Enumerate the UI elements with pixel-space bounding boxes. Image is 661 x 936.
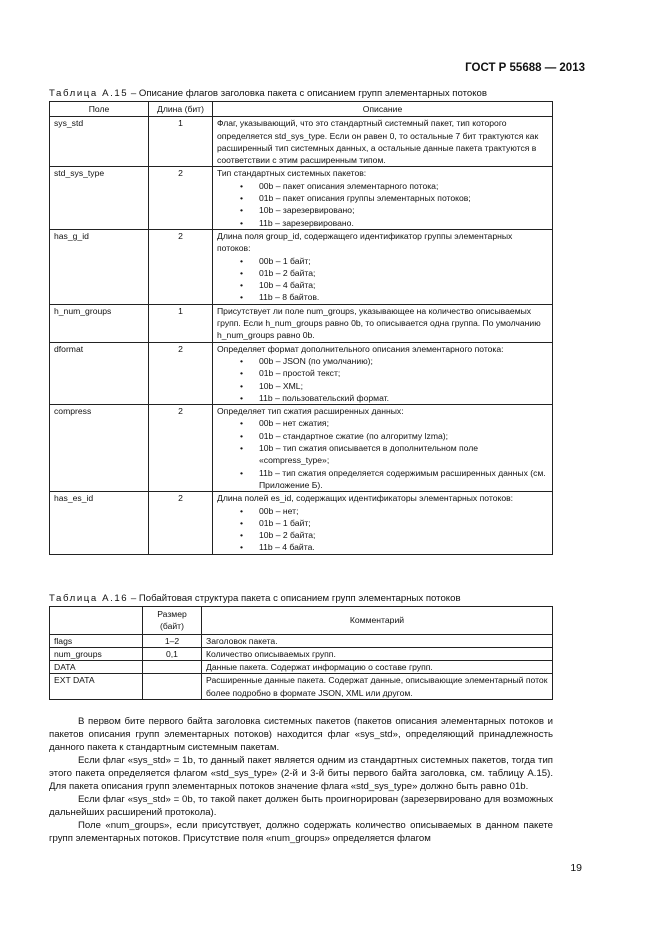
table-row [50,167,553,229]
description-text: Присутствует ли поле num_groups, указывающее на количество описываемых групп. Если h_num_groups равно 0b, то описывается одна группа. По умолчанию h_num_groups равно 0b. [217,305,541,341]
list-item: • 10b – тип сжатия описывается в дополнительном поле «compress_type»; [217,442,548,467]
field-length: 2 [149,342,213,404]
structure-size: 1–2 [143,634,202,647]
description-text: Длина поля group_id, содержащего идентификатор группы элементарных потоков: [217,230,513,254]
list-item: • 01b – 2 байта; [217,267,548,279]
structure-comment: Заголовок пакета. [202,634,553,647]
field-description [213,405,553,492]
structure-name: flags [50,634,143,647]
field-length: 2 [149,492,213,554]
field-name: h_num_groups [50,304,149,342]
field-name: compress [50,405,149,492]
description-text: Определяет формат дополнительного описания элементарного потока: [217,343,504,354]
table-row [50,674,553,700]
field-name: dformat [50,342,149,404]
field-name: std_sys_type [50,167,149,229]
table-a15-caption-text: – Описание флагов заголовка пакета с описанием групп элементарных потоков [128,88,487,99]
field-length: 1 [149,304,213,342]
list-item: • 00b – JSON (по умолчанию); [217,355,548,367]
value-list [217,180,548,229]
structure-comment: Данные пакета. Содержат информацию о составе групп. [202,661,553,674]
structure-size: 0,1 [143,647,202,660]
table-row [50,342,553,404]
body-text [49,715,553,845]
document-standard-number: ГОСТ Р 55688 — 2013 [465,62,585,74]
field-length: 2 [149,229,213,304]
list-item: • 11b – 8 байтов. [217,291,548,303]
table-row [50,304,553,342]
table-row [50,492,553,554]
value-list [217,505,548,554]
description-text: Тип стандартных системных пакетов: [217,168,367,179]
list-item: • 10b – XML; [217,380,548,392]
paragraph: Если флаг «sys_std» = 1b, то данный пакет является одним из стандартных системных пакетов, тогда тип этого пакета определяется флагом «std_sys_type» (2-й и 3-й биты первого байта заголовка, см. таблицу А.15). Для пакета описания групп элементарных потоков значение флага «std_sys_type» должно быть равно 01b. [49,755,553,792]
value-list [217,255,548,304]
field-description [213,167,553,229]
header-comment: Комментарий [202,607,553,635]
list-item: • 01b – стандартное сжатие (по алгоритму lzma); [217,430,548,442]
list-item: • 11b – пользовательский формат. [217,392,548,404]
list-item: • 00b – 1 байт; [217,255,548,267]
table-a15 [49,101,553,555]
paragraph: В первом бите первого байта заголовка системных пакетов (пакетов описания элементарных потоков и пакетов описания групп элементарных потоков) находится флаг «sys_std», определяющий принадлежность данного пакета к стандартным системным пакетам. [49,716,553,753]
list-item: • 01b – простой текст; [217,367,548,379]
field-description [213,229,553,304]
description-text: Флаг, указывающий, что это стандартный системный пакет, тип которого определяется std_sys_type. Если он равен 0, то остальные 7 бит трактуются как расширенный тип системных данных, а остальные данные пакета трактуются в соответствии с этим расширенным типом. [217,118,539,166]
structure-comment: Количество описываемых групп. [202,647,553,660]
field-name: has_g_id [50,229,149,304]
paragraph: Если флаг «sys_std» = 0b, то такой пакет должен быть проигнорирован (зарезервировано для возможных дальнейших расширений протокола). [49,794,553,818]
list-item: • 10b – 2 байта; [217,529,548,541]
table-a16-caption-prefix: Таблица А.16 [49,593,129,604]
value-list [217,417,548,491]
value-list [217,355,548,404]
list-item: • 00b – нет сжатия; [217,417,548,429]
list-item: • 11b – 4 байта. [217,541,548,553]
structure-size [143,661,202,674]
table-a16-caption-text: – Побайтовая структура пакета с описанием групп элементарных потоков [128,593,461,604]
list-item: • 01b – 1 байт; [217,517,548,529]
list-item: • 10b – 4 байта; [217,279,548,291]
field-description [213,492,553,554]
field-length: 1 [149,117,213,167]
structure-comment: Расширенные данные пакета. Содержат данные, описывающие элементарный поток более подробно в формате JSON, XML или другом. [202,674,553,700]
field-description [213,304,553,342]
list-item: • 11b – тип сжатия определяется содержимым расширенных данных (см. Приложение Б). [217,467,548,492]
structure-name: DATA [50,661,143,674]
field-description [213,117,553,167]
table-a15-caption [49,88,487,99]
paragraph: Поле «num_groups», если присутствует, должно содержать количество описываемых в данном пакете групп элементарных потоков. Присутствие поля «num_groups» определяется флагом [49,820,553,844]
table-a16-caption [49,593,461,604]
field-name: sys_std [50,117,149,167]
header-field: Поле [50,102,149,117]
table-row [50,117,553,167]
structure-name: EXT DATA [50,674,143,700]
list-item: • 01b – пакет описания группы элементарных потоков; [217,192,548,204]
list-item: • 11b – зарезервировано. [217,217,548,229]
header-length: Длина (бит) [149,102,213,117]
description-text: Длина полей es_id, содержащих идентификаторы элементарных потоков: [217,493,514,504]
table-row [50,634,553,647]
table-row [50,405,553,492]
list-item: • 10b – зарезервировано; [217,204,548,216]
table-header-row [50,102,553,117]
table-row [50,647,553,660]
table-row [50,229,553,304]
header-description: Описание [213,102,553,117]
list-item: • 00b – нет; [217,505,548,517]
field-length: 2 [149,405,213,492]
table-row [50,661,553,674]
structure-size [143,674,202,700]
table-header-row [50,607,553,635]
header-size: Размер (байт) [143,607,202,635]
table-a15-caption-prefix: Таблица А.15 [49,88,129,99]
field-description [213,342,553,404]
table-a16 [49,606,553,700]
list-item: • 00b – пакет описания элементарного потока; [217,180,548,192]
field-length: 2 [149,167,213,229]
field-name: has_es_id [50,492,149,554]
description-text: Определяет тип сжатия расширенных данных: [217,406,404,417]
structure-name: num_groups [50,647,143,660]
page-number: 19 [570,862,582,874]
header-blank [50,607,143,635]
